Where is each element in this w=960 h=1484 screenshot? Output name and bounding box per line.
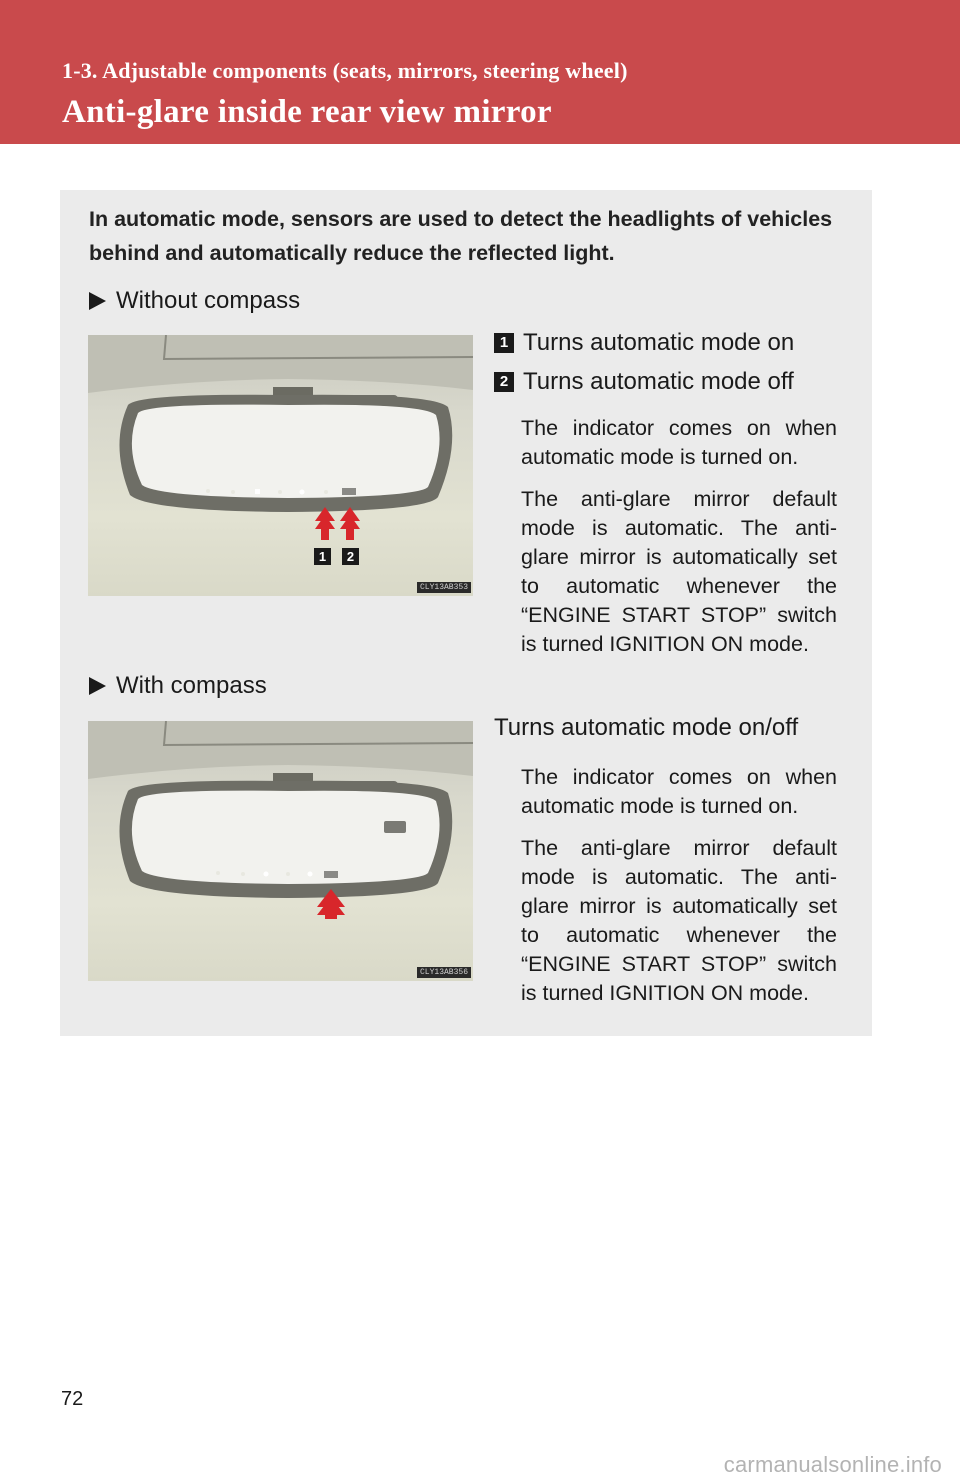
subhead-without-compass [89,287,300,315]
mirror-illustration [88,335,473,596]
section-label: 1-3. Adjustable components (seats, mirrors, steering wheel) [62,58,628,83]
number-badge: 1 [494,333,514,353]
item-auto-off [494,368,794,396]
note-default-mode: The anti-glare mirror default mode is automatic. The anti-glare mirror is automatically set to automatic whenever the “ENGINE START STOP” switch is turned IGNITION ON mode. [521,487,837,656]
item-auto-on-off [494,714,798,742]
chapter-header [0,0,960,144]
triangle-bullet-icon [89,292,106,310]
callout-1: 1 [314,548,331,565]
content-panel [60,190,872,1036]
subhead-label: Without compass [116,287,301,314]
item-label: Turns automatic mode on/off [494,714,799,741]
image-code: CLY13AB356 [417,967,471,978]
note-default-mode: The anti-glare mirror default mode is automatic. The anti-glare mirror is automatically set to automatic whenever the “ENGINE START STOP” switch is turned IGNITION ON mode. [521,836,837,1005]
mirror-image-without-compass [88,335,473,596]
item-label: Turns automatic mode off [523,368,794,395]
image-code: CLY13AB353 [417,582,471,593]
note-indicator: The indicator comes on when automatic mode is turned on. [521,416,837,469]
page-title: Anti-glare inside rear view mirror [62,94,552,130]
triangle-bullet-icon [89,677,106,695]
mirror-image-with-compass [88,721,473,981]
subhead-label: With compass [116,672,267,699]
item-auto-on [494,329,794,357]
item-label: Turns automatic mode on [523,329,795,356]
watermark: carmanualsonline.info [723,1452,942,1477]
number-badge: 2 [494,372,514,392]
page-number: 72 [61,1388,84,1410]
subhead-with-compass [89,672,267,700]
mirror-illustration [88,721,473,981]
intro-text: In automatic mode, sensors are used to detect the headlights of vehicles behind and automatically reduce the reflected light. [89,207,833,265]
note-indicator: The indicator comes on when automatic mode is turned on. [521,765,837,818]
callout-2: 2 [342,548,359,565]
